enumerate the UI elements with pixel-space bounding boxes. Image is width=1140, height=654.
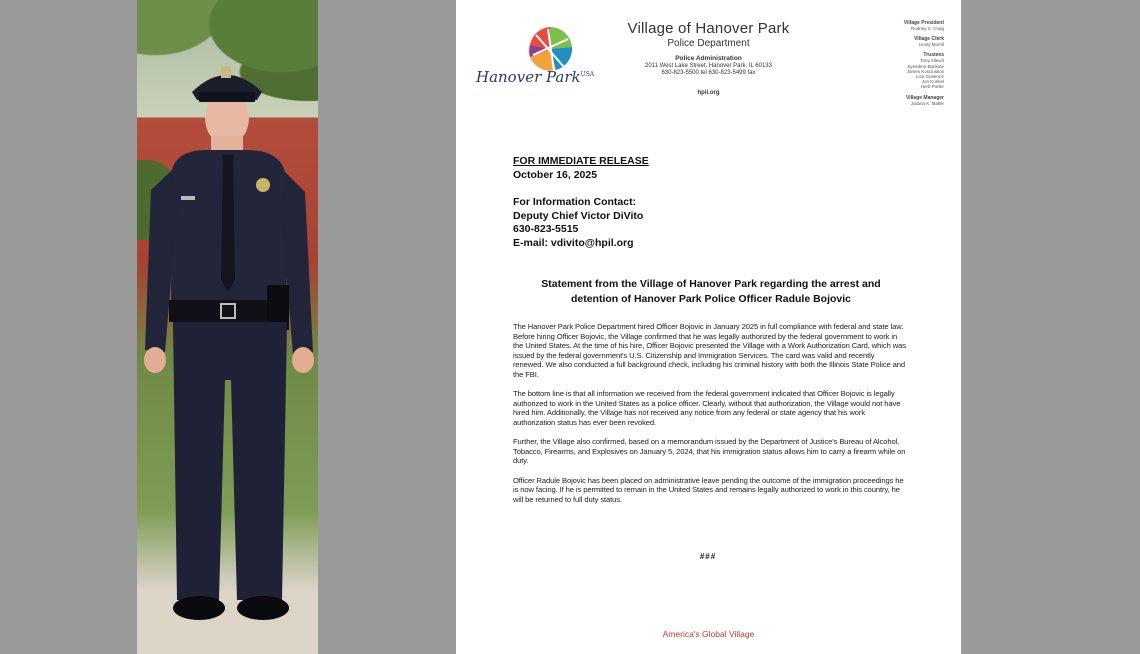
paragraph: Officer Radule Bojovic has been placed on administrative leave pending the outcome of the immigration proceedings he is now facing. If he is permitted to remain in the United States and remains legally authorized to work in this country, he will be returned to full duty status. [513, 475, 904, 504]
letterhead [606, 20, 811, 96]
official-name: Hosty Morrill [918, 42, 944, 48]
officer-photo [137, 0, 318, 654]
official-title: Village Clerk [914, 36, 944, 43]
release-date: October 16, 2025 [513, 168, 598, 181]
paragraph: The Hanover Park Police Department hired Officer Bojovic in January 2025 in full compliance with federal and state law. Before hiring Officer Bojovic, the Village confirmed that he was legally authorized by the federal government to work in the United States. At the time of his hire, Officer Bojovic presented the Village with a Work Authorization Card, which was issued by the federal government's U.S. Citizenship and Immigration Services. The card was valid and recently renewed. We also conducted a full background check, including his criminal history with both the Illinois State Police and the FBI. [513, 322, 906, 379]
officer-figure [137, 0, 318, 654]
contact-phone: 630-823-5515 [513, 223, 579, 235]
paragraph: The bottom line is that all information we received from the federal government indicated that Officer Bojovic is legally authorized to work in the United States as a police officer. Clearly, without that authorization, the Village would not have hired him. Additionally, the Village has not received any notice from any federal or state agency that his work authorization status has ever been revoked. [513, 389, 901, 427]
statement-line-2: detention of Hanover Park Police Officer Radule Bojovic [570, 293, 852, 305]
official-name: Juliana K. Maller [910, 100, 944, 106]
village-name: Village of Hanover Park [627, 20, 790, 37]
contact-label: For Information Contact: [513, 196, 637, 208]
release-label: FOR IMMEDIATE RELEASE [513, 155, 649, 167]
end-mark: ### [699, 552, 717, 561]
department-name: Police Department [667, 38, 750, 49]
official-title: Trustees [923, 52, 944, 59]
contact-name: Deputy Chief Victor DiVito [513, 209, 644, 222]
officials-list [862, 20, 944, 106]
statement-heading [516, 277, 906, 307]
village-logo-icon [476, 22, 596, 102]
statement-body [513, 322, 906, 514]
official-name: Liza Gutierrez [915, 74, 944, 80]
phone-fax: 630-823-5500 tel 630-823-5499 fax [661, 70, 756, 76]
official-name: Jon Kunkel [921, 79, 944, 85]
website-link[interactable]: hpil.org [697, 90, 720, 96]
statement-line-1: Statement from the Village of Hanover Park regarding the arrest and [541, 278, 881, 290]
official-name: James Kosciuskos [906, 68, 944, 74]
official-name: Herb Porter [920, 84, 944, 90]
official-title: Village President [903, 20, 944, 26]
official-name: Tony Allevol [920, 58, 944, 64]
address: 2011 West Lake Street, Hanover Park, IL 60133 [645, 63, 772, 69]
contact-email: E-mail: vdivito@hpil.org [513, 236, 634, 249]
footer-tagline: America's Global Village [662, 629, 755, 639]
press-release-page [456, 0, 961, 654]
paragraph: Further, the Village also confirmed, based on a memorandum issued by the Department of Justice's Bureau of Alcohol, Tobacco, Firearms, and Explosives on January 5, 2024, that his immigration status allows him to carry a firearm while on duty. [513, 437, 906, 466]
release-block [513, 155, 649, 182]
official-name: Syeedmn Barikute [907, 63, 944, 69]
logo-wordmark: Hanover Park$^{USA}$ [476, 68, 595, 86]
official-title: Village Manager [906, 94, 944, 101]
admin-title: Police Administration [675, 55, 742, 62]
contact-block [513, 196, 643, 250]
official-name: Rodney S. Craig [910, 26, 944, 31]
